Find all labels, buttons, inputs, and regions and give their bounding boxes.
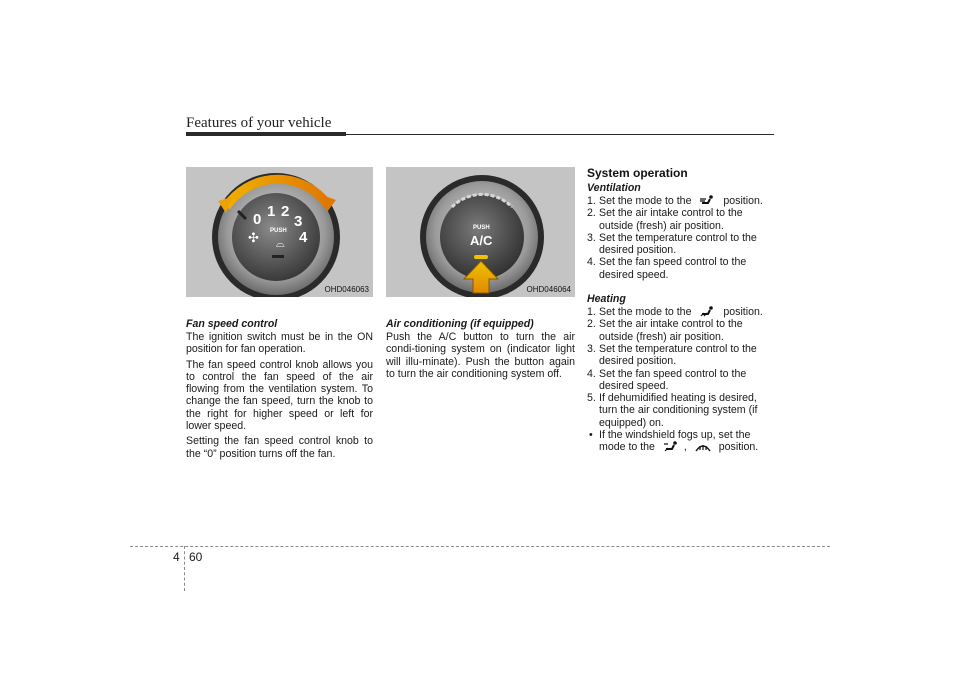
figure-code: OHD046063 <box>324 285 369 294</box>
ventilation-step: 3. Set the temperature control to the desired position. <box>587 231 757 257</box>
floor-defrost-mode-icon <box>662 441 680 452</box>
footer-rule <box>130 546 830 547</box>
fan-icon: ✣ <box>248 231 259 246</box>
knob-label-0: 0 <box>253 211 262 228</box>
fan-speed-knob-photo <box>186 167 373 297</box>
knob-label-3: 3 <box>294 213 303 230</box>
fan-speed-paragraph: Setting the fan speed control knob to the “0” position turns off the fan. <box>186 435 373 460</box>
ac-heading: Air conditioning (if equipped) <box>386 318 534 330</box>
fan-speed-paragraph: The fan speed control knob allows you to control the fan speed of the air flowing from the ventilation system. To change the fan speed, turn the knob to the right for higher speed or left for lower speed. <box>186 358 373 433</box>
floor-mode-icon <box>698 306 716 317</box>
heating-step: 2. Set the air intake control to the outside (fresh) air position. <box>587 318 743 343</box>
ac-button-photo <box>386 167 575 297</box>
heating-step: 1. Set the mode to the position. <box>587 306 763 319</box>
chapter-number: 4 <box>173 550 180 564</box>
knob-label-2: 2 <box>281 203 290 220</box>
ventilation-step: 4. Set the fan speed control to the desired speed. <box>587 256 747 281</box>
ventilation-steps <box>587 195 774 281</box>
header-rule-thin <box>346 134 774 135</box>
fan-speed-paragraph: The ignition switch must be in the ON position for fan operation. <box>186 331 373 356</box>
ac-button-label: A/C <box>470 233 493 248</box>
heating-bullet: • If the windshield fogs up, set the mode to the , position. <box>589 429 759 454</box>
vent-mode-icon <box>698 195 716 206</box>
ac-paragraph: Push the A/C button to turn the air condi-tioning system on (indicator light will illu-minate). Push the button again to turn the air conditioning system off. <box>386 331 575 380</box>
ac-push-label: PUSH <box>473 225 490 231</box>
recirculation-icon: ⌓ <box>276 237 285 250</box>
header-rule <box>186 132 346 136</box>
heating-step: 5. If dehumidified heating is desired, turn the air conditioning system (if equipped) on. <box>587 392 758 429</box>
ac-knob-illustration <box>386 167 575 297</box>
figure-code: OHD046064 <box>526 285 571 294</box>
ventilation-step: 1. Set the mode to the position. <box>587 195 763 207</box>
knob-label-4: 4 <box>299 229 308 246</box>
system-operation-section <box>587 166 774 454</box>
footer-divider <box>184 546 185 591</box>
defrost-mode-icon <box>694 441 712 452</box>
knob-label-1: 1 <box>267 203 276 220</box>
fan-speed-heading: Fan speed control <box>186 318 278 330</box>
ac-section <box>386 318 575 380</box>
knob-push-label: PUSH <box>270 228 287 234</box>
system-operation-heading: System operation <box>587 166 688 180</box>
heating-steps <box>587 306 774 454</box>
ventilation-step: 2. Set the air intake control to the outside (fresh) air position. <box>587 207 743 232</box>
ventilation-heading: Ventilation <box>587 182 641 194</box>
fan-speed-section <box>186 318 373 460</box>
chapter-title: Features of your vehicle <box>186 115 332 131</box>
heating-heading: Heating <box>587 293 626 306</box>
page-number: 60 <box>189 550 203 564</box>
heating-step: 3. Set the temperature control to the desired position. <box>587 342 757 368</box>
heating-step: 4. Set the fan speed control to the desired speed. <box>587 367 747 392</box>
